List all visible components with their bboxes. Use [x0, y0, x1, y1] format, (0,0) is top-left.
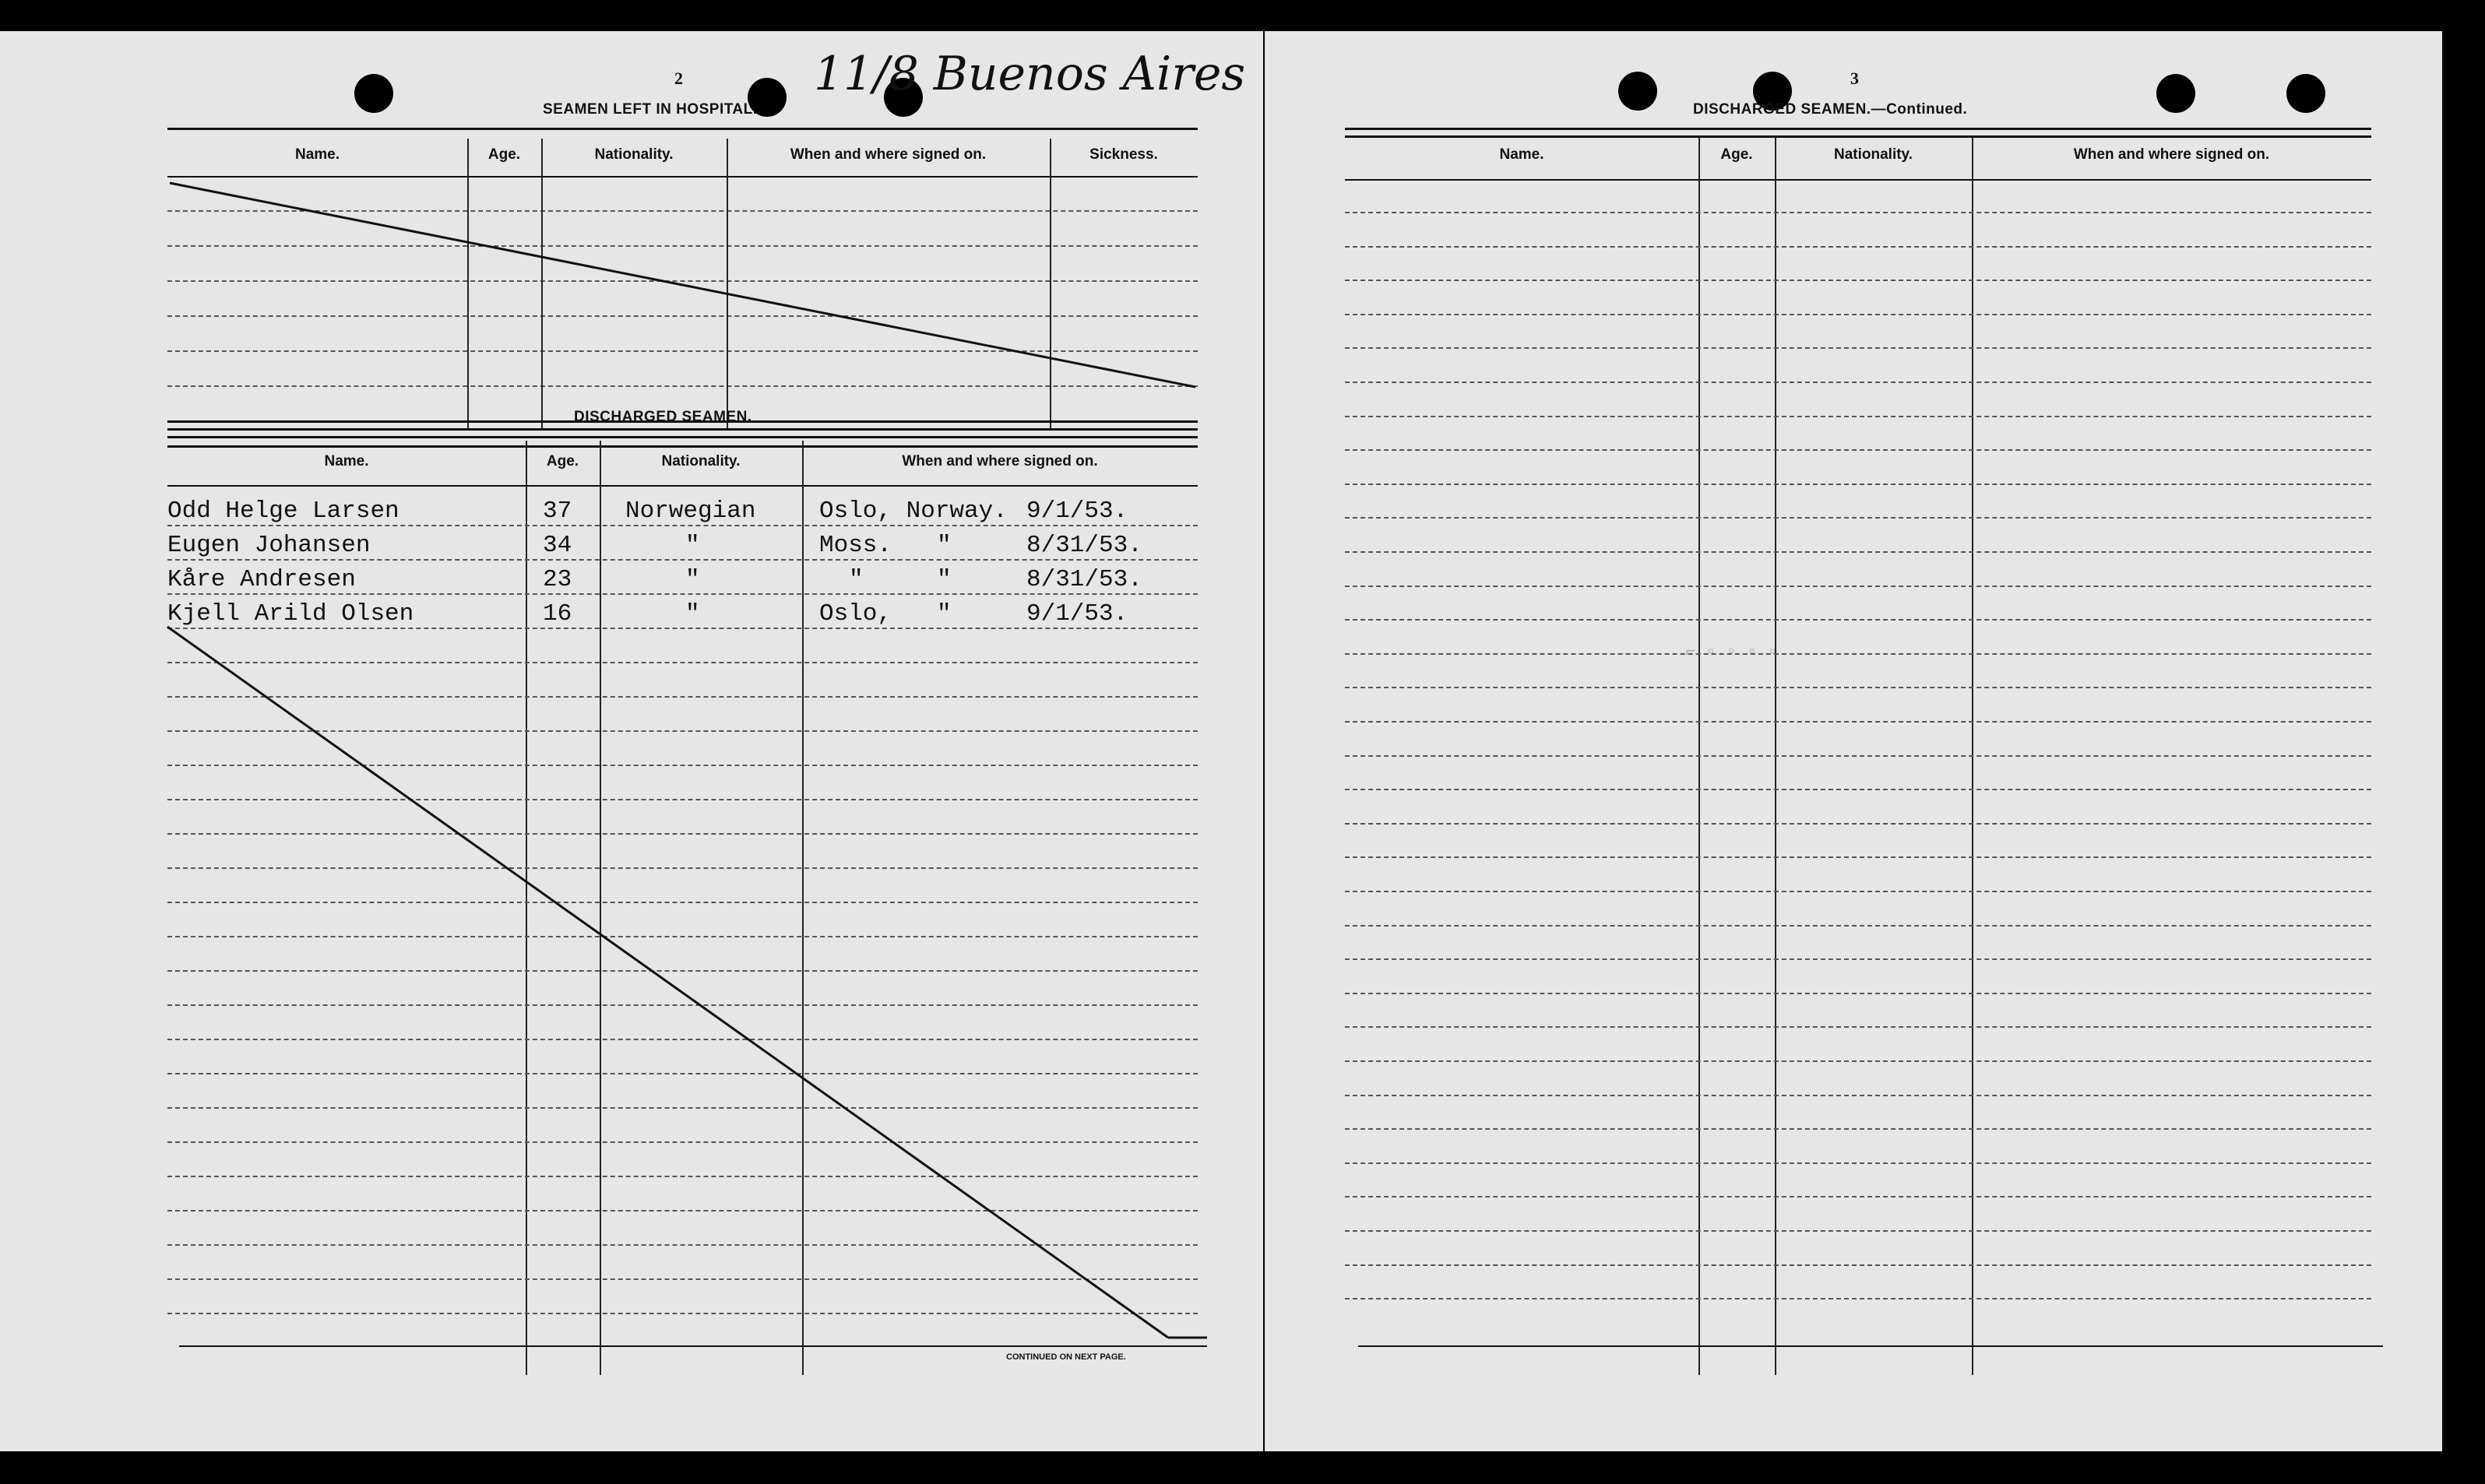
ruled-line [1345, 1298, 2371, 1299]
seaman-name: Eugen Johansen [167, 532, 371, 559]
signed-on-place: Oslo, [819, 600, 892, 628]
hospital-section-title: SEAMEN LEFT IN HOSPITAL. [543, 101, 758, 118]
rule [1345, 135, 2371, 138]
seaman-name: Odd Helge Larsen [167, 498, 400, 525]
seaman-age: 16 [543, 600, 572, 628]
col-header-age: Age. [546, 453, 579, 469]
rule [1345, 128, 2371, 130]
signed-on-date: 9/1/53. [1026, 498, 1128, 525]
ruled-line [1345, 687, 2371, 688]
bottom-rule [1358, 1345, 2383, 1347]
ruled-line [1345, 993, 2371, 994]
ruled-line [1345, 517, 2371, 519]
ruled-line [1345, 721, 2371, 723]
col-header-age: Age. [1720, 146, 1753, 163]
ruled-line [1345, 347, 2371, 349]
seaman-age: 23 [543, 566, 572, 593]
col-header-signed-on: When and where signed on. [902, 453, 1098, 469]
seaman-age: 34 [543, 532, 572, 559]
ruled-line [1345, 382, 2371, 383]
left-page [0, 31, 1263, 1451]
col-header-sickness: Sickness. [1089, 146, 1158, 163]
punch-hole [2286, 74, 2325, 113]
ruled-line [1345, 755, 2371, 757]
signed-on-date: 8/31/53. [1026, 532, 1142, 559]
punch-hole [1618, 72, 1657, 111]
col-header-signed-on: When and where signed on. [2073, 146, 2270, 163]
ruled-line [1345, 823, 2371, 825]
faint-stamp: ⌐ ▫ ▫ ▫ ▫ [1685, 642, 1778, 662]
ruled-line [1345, 1060, 2371, 1062]
seaman-age: 37 [543, 498, 572, 525]
col-header-nationality: Nationality. [661, 453, 741, 469]
ruled-line [1345, 958, 2371, 960]
ruled-line [1345, 619, 2371, 621]
ruled-line [1345, 1196, 2371, 1197]
ditto-mark: " [937, 600, 952, 628]
ruled-line [1345, 1095, 2371, 1096]
cancellation-strokes [0, 31, 1263, 1451]
ruled-line [1345, 1162, 2371, 1164]
ruled-line [1345, 484, 2371, 485]
col-header-nationality: Nationality. [1834, 146, 1913, 163]
ruled-line [1345, 1128, 2371, 1130]
seaman-nationality: " [685, 600, 700, 628]
ruled-line [1345, 1026, 2371, 1028]
discharged-section-title: DISCHARGED SEAMEN. [574, 409, 752, 425]
seaman-nationality: " [685, 532, 700, 559]
ruled-line [1345, 212, 2371, 213]
col-header-name: Name. [294, 146, 340, 163]
ditto-mark: " [937, 566, 952, 593]
section-title: DISCHARGED SEAMEN.—Continued. [1693, 101, 1968, 118]
col-header-age: Age. [487, 146, 521, 163]
ruled-line [1345, 789, 2371, 790]
continued-note: CONTINUED ON NEXT PAGE. [1006, 1352, 1126, 1362]
signed-on-date: 9/1/53. [1026, 600, 1128, 628]
signed-on-date: 8/31/53. [1026, 566, 1142, 593]
ruled-line [1345, 551, 2371, 553]
ruled-line [1345, 246, 2371, 248]
handwritten-annotation: 11/8 Buenos Aires [814, 47, 1246, 101]
signed-on-place: Moss. [819, 532, 892, 559]
ruled-line [1345, 449, 2371, 451]
ruled-line [1345, 891, 2371, 892]
seaman-nationality: " [685, 566, 700, 593]
page-number: 3 [1850, 69, 1859, 88]
right-page [1265, 31, 2442, 1451]
col-header-nationality: Nationality. [594, 146, 674, 163]
seaman-nationality: Norwegian [625, 498, 756, 525]
ruled-line [1345, 1264, 2371, 1266]
rule [1345, 179, 2371, 181]
seaman-name: Kjell Arild Olsen [167, 600, 414, 628]
col-header-name: Name. [1499, 146, 1544, 163]
seaman-name: Kåre Andresen [167, 566, 356, 593]
signed-on-place: " [849, 566, 864, 593]
ruled-line [1345, 925, 2371, 927]
col-header-name: Name. [324, 453, 369, 469]
ruled-line [1345, 856, 2371, 858]
ruled-line [1345, 280, 2371, 281]
ditto-mark: " [937, 532, 952, 559]
ruled-line [1345, 1230, 2371, 1232]
ruled-line [1345, 653, 2371, 655]
ruled-line [1345, 314, 2371, 315]
ruled-line [1345, 416, 2371, 417]
signed-on-place: Oslo, Norway. [819, 498, 1008, 525]
col-header-signed-on: When and where signed on. [790, 146, 987, 163]
ruled-line [1345, 586, 2371, 587]
punch-hole [2156, 74, 2195, 113]
page-number: 2 [674, 69, 683, 88]
